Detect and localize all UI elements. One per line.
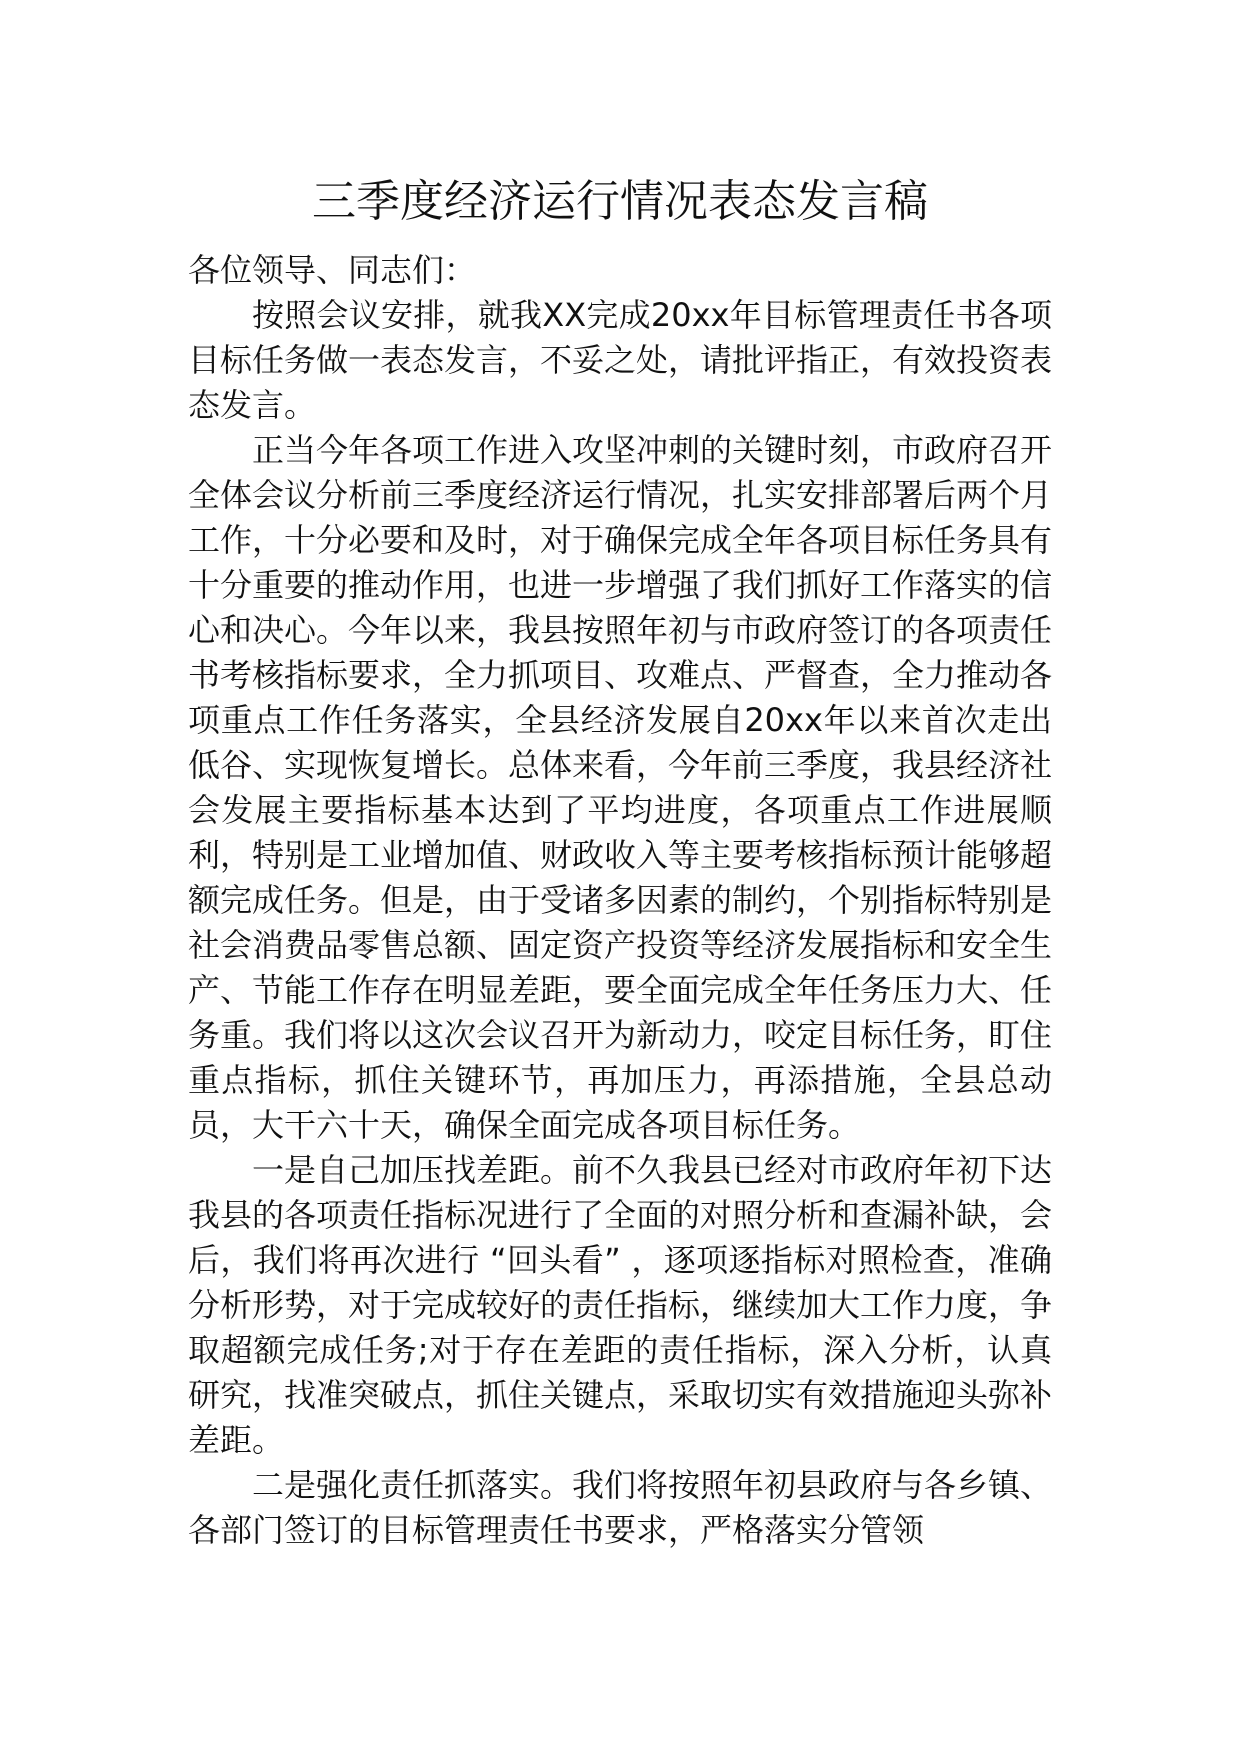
document-body xyxy=(188,248,1052,1553)
paragraph-point-one: 一是自己加压找差距。前不久我县已经对市政府年初下达我县的各项责任指标况进行了全面的对照分析和查漏补缺，会后，我们将再次进行 “回头看” ，逐项逐指标对照检查，准确分析形势，对于完成较好的责任指标，继续加大工作力度，争取超额完成任务;对于存在差距的责任指标，深入分析，认真研究，找准突破点，抓住关键点，采取切实有效措施迎头弥补差距。 xyxy=(188,1151,1053,1459)
paragraph-situation: 正当今年各项工作进入攻坚冲刺的关键时刻，市政府召开全体会议分析前三季度经济运行情况，扎实安排部署后两个月工作，十分必要和及时，对于确保完成全年各项目标任务具有十分重要的推动作用，也进一步增强了我们抓好工作落实的信心和决心。今年以来，我县按照年初与市政府签订的各项责任书考核指标要求，全力抓项目、攻难点、严督查，全力推动各项重点工作任务落实，全县经济发展自20xx年以来首次走出低谷、实现恢复增长。总体来看，今年前三季度，我县经济社会发展主要指标基本达到了平均进度，各项重点工作进展顺利，特别是工业增加值、财政收入等主要考核指标预计能够超额完成任务。但是，由于受诸多因素的制约，个别指标特别是社会消费品零售总额、固定资产投资等经济发展指标和安全生产、节能工作存在明显差距，要全面完成全年任务压力大、任务重。我们将以这次会议召开为新动力，咬定目标任务，盯住重点指标，抓住关键环节，再加压力，再添措施，全县总动员，大干六十天，确保全面完成各项目标任务。 xyxy=(188,431,1053,1144)
salutation: 各位领导、同志们： xyxy=(188,251,477,289)
document-title: 三季度经济运行情况表态发言稿 xyxy=(312,176,928,227)
paragraph-point-two: 二是强化责任抓落实。我们将按照年初县政府与各乡镇、各部门签订的目标管理责任书要求，严格落实分管领 xyxy=(188,1466,1053,1549)
paragraph-opening: 按照会议安排，就我XX完成20xx年目标管理责任书各项目标任务做一表态发言，不妥之处，请批评指正，有效投资表态发言。 xyxy=(188,296,1053,424)
